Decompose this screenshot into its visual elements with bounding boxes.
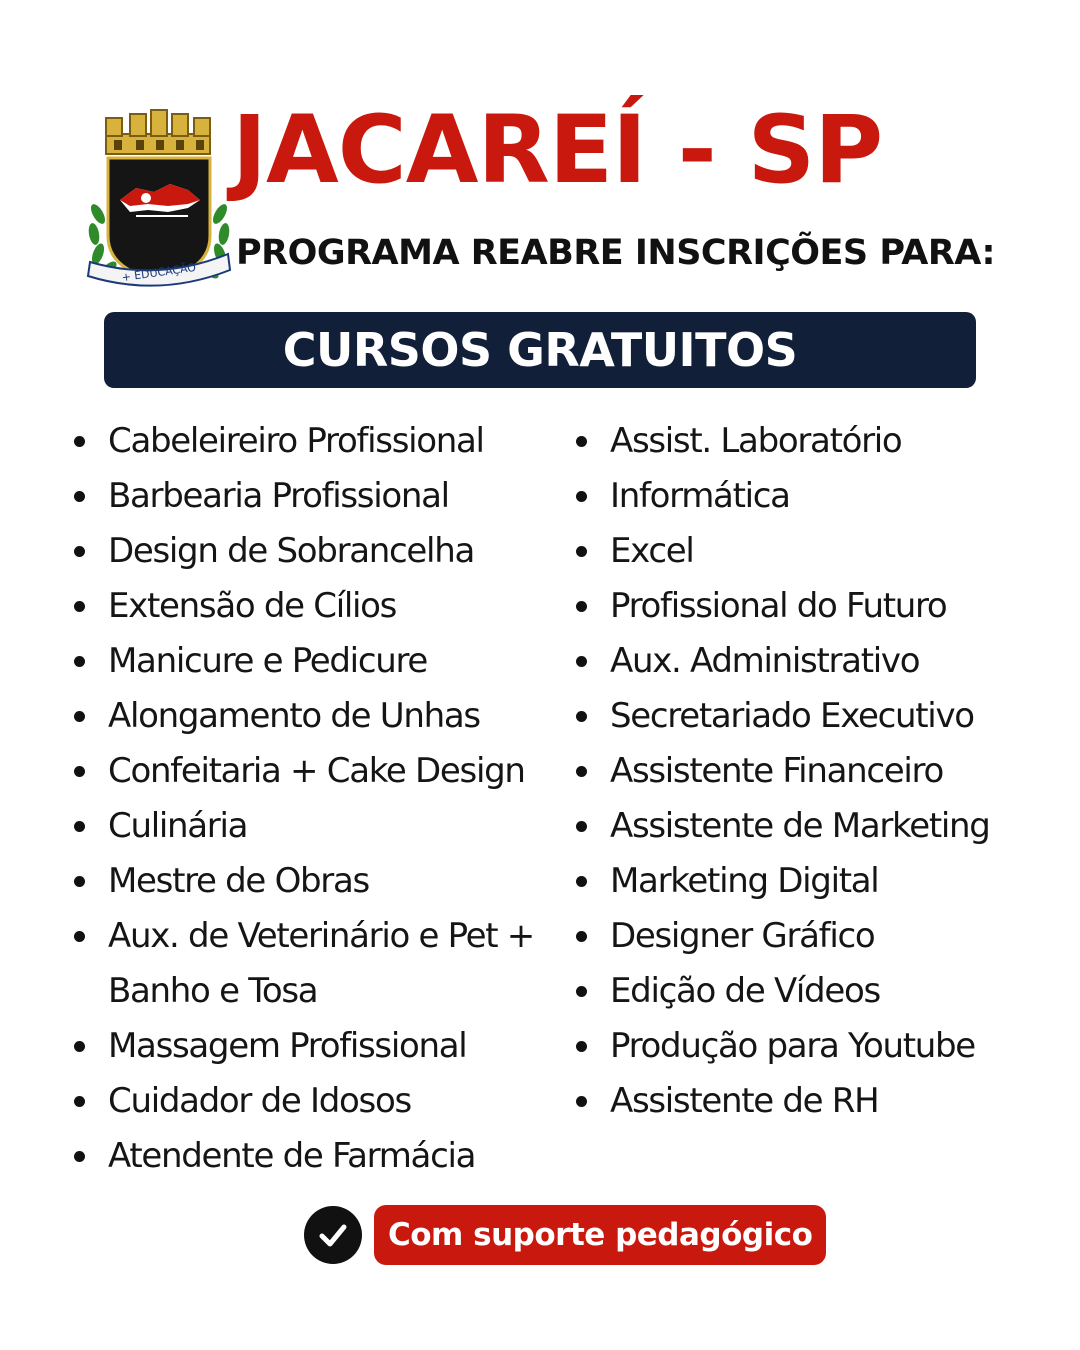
bullet-icon: [74, 931, 85, 942]
list-item: [574, 469, 1074, 524]
list-item: [72, 634, 562, 689]
bullet-icon: [74, 546, 85, 557]
course-label: Manicure e Pedicure: [108, 641, 428, 681]
list-item: [72, 1129, 562, 1184]
course-label: Mestre de Obras: [108, 861, 369, 901]
bullet-icon: [74, 711, 85, 722]
support-badge: [374, 1205, 826, 1265]
bullet-icon: [74, 766, 85, 777]
list-item: [72, 414, 562, 469]
course-label: Aux. Administrativo: [610, 641, 920, 681]
bullet-icon: [576, 546, 587, 557]
list-item: [72, 799, 562, 854]
course-label: Informática: [610, 476, 790, 516]
list-item: [574, 579, 1074, 634]
course-label: Culinária: [108, 806, 248, 846]
list-item: [72, 1019, 562, 1074]
list-item: [72, 909, 562, 1019]
bullet-icon: [74, 656, 85, 667]
course-list-right: [574, 414, 1074, 1129]
bullet-icon: [576, 491, 587, 502]
bullet-icon: [576, 931, 587, 942]
bullet-icon: [576, 1041, 587, 1052]
course-label: Marketing Digital: [610, 861, 879, 901]
course-label: Alongamento de Unhas: [108, 696, 480, 736]
course-label: Extensão de Cílios: [108, 586, 397, 626]
bullet-icon: [74, 1151, 85, 1162]
course-label: Massagem Profissional: [108, 1026, 467, 1066]
courses-banner: [104, 312, 976, 388]
bullet-icon: [576, 711, 587, 722]
list-item: [574, 964, 1074, 1019]
course-label: Assistente de RH: [610, 1081, 879, 1121]
course-label: Aux. de Veterinário e Pet + Banho e Tosa: [108, 916, 534, 1011]
bullet-icon: [576, 436, 587, 447]
course-label: Confeitaria + Cake Design: [108, 751, 525, 791]
bullet-icon: [576, 1096, 587, 1107]
bullet-icon: [74, 491, 85, 502]
list-item: [574, 799, 1074, 854]
course-label: Assistente de Marketing: [610, 806, 990, 846]
course-label: Design de Sobrancelha: [108, 531, 474, 571]
course-label: Secretariado Executivo: [610, 696, 974, 736]
list-item: [72, 744, 562, 799]
list-item: [72, 469, 562, 524]
bullet-icon: [576, 656, 587, 667]
list-item: [574, 744, 1074, 799]
list-item: [574, 1074, 1074, 1129]
list-item: [574, 634, 1074, 689]
course-label: Produção para Youtube: [610, 1026, 975, 1066]
list-item: [574, 854, 1074, 909]
page-title: JACAREÍ - SP: [232, 96, 883, 205]
course-label: Edição de Vídeos: [610, 971, 880, 1011]
check-circle-icon: [304, 1206, 362, 1264]
list-item: [72, 1074, 562, 1129]
course-label: Atendente de Farmácia: [108, 1136, 476, 1176]
crown-icon: [106, 110, 210, 154]
course-label: Excel: [610, 531, 694, 571]
course-label: Cuidador de Idosos: [108, 1081, 411, 1121]
municipal-coat-of-arms-icon: [84, 104, 234, 290]
bullet-icon: [74, 1041, 85, 1052]
list-item: [574, 909, 1074, 964]
bullet-icon: [74, 821, 85, 832]
course-label: Assist. Laboratório: [610, 421, 902, 461]
list-item: [574, 524, 1074, 579]
course-label: Designer Gráfico: [610, 916, 875, 956]
list-item: [574, 1019, 1074, 1074]
bullet-icon: [74, 1096, 85, 1107]
bullet-icon: [576, 986, 587, 997]
bullet-icon: [576, 766, 587, 777]
bullet-icon: [576, 821, 587, 832]
footer-badge-row: [304, 1204, 826, 1266]
course-label: Cabeleireiro Profissional: [108, 421, 484, 461]
course-list-left: [72, 414, 562, 1184]
course-label: Assistente Financeiro: [610, 751, 943, 791]
support-badge-label: Com suporte pedagógico: [388, 1217, 813, 1253]
list-item: [574, 689, 1074, 744]
list-item: [72, 524, 562, 579]
bullet-icon: [576, 601, 587, 612]
bullet-icon: [576, 876, 587, 887]
bullet-icon: [74, 436, 85, 447]
bullet-icon: [74, 601, 85, 612]
list-item: [72, 854, 562, 909]
banner-label: CURSOS GRATUITOS: [282, 323, 798, 377]
bullet-icon: [74, 876, 85, 887]
list-item: [72, 689, 562, 744]
page-subtitle: PROGRAMA REABRE INSCRIÇÕES PARA:: [236, 233, 996, 273]
list-item: [574, 414, 1074, 469]
course-label: Barbearia Profissional: [108, 476, 449, 516]
course-label: Profissional do Futuro: [610, 586, 947, 626]
list-item: [72, 579, 562, 634]
crest-ribbon-text: + EDUCAÇÃO: [120, 260, 197, 285]
